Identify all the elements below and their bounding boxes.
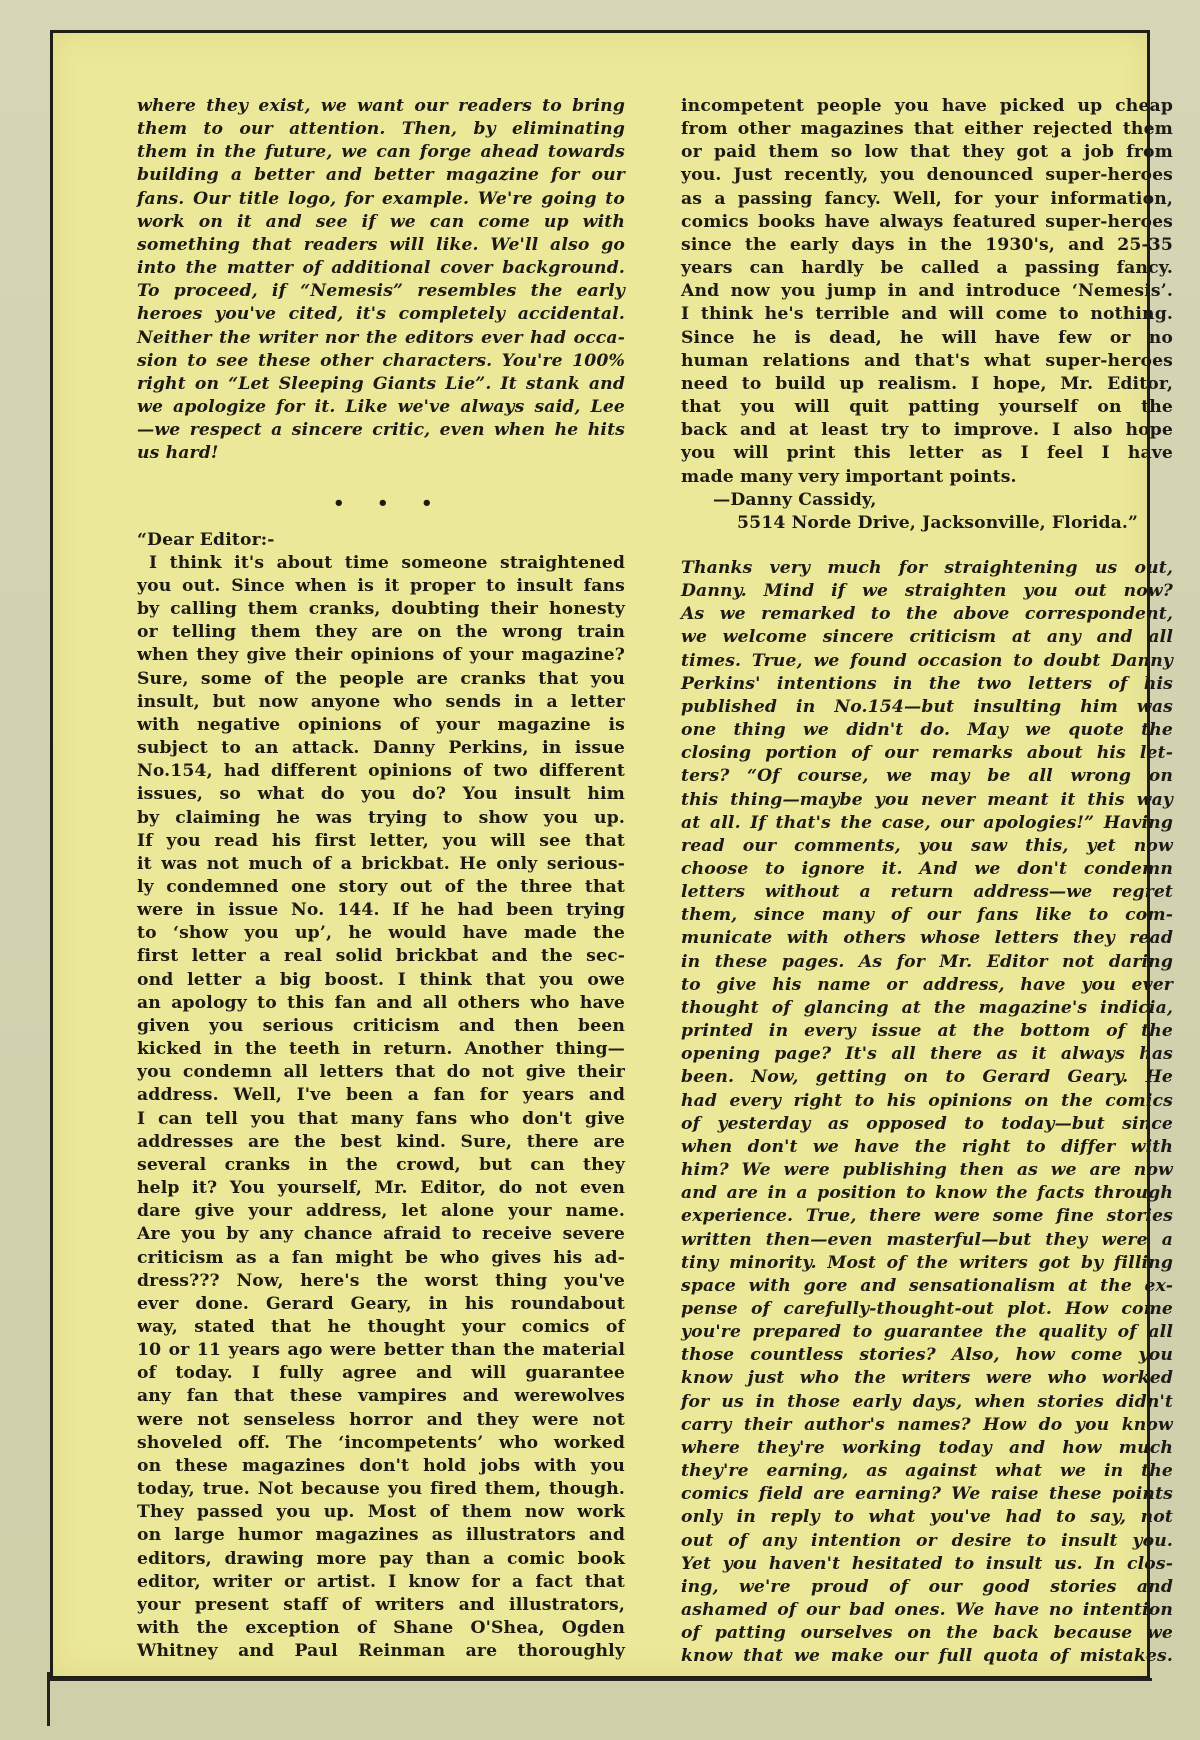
text-line: had every right to his opinions on the comics <box>681 1090 1173 1111</box>
text-line: addresses are the best kind. Sure, there are <box>137 1131 625 1152</box>
text-line: of today. I fully agree and will guarantee <box>137 1363 625 1384</box>
text-line: choose to ignore it. And we don't condemn <box>681 859 1173 879</box>
text-line: as a passing fancy. Well, for your information, <box>681 188 1173 209</box>
text-line: of patting ourselves on the back because we <box>681 1623 1173 1644</box>
text-line: we apologize for it. Like we've always said, Lee <box>137 397 625 418</box>
text-line: those countless stories? Also, how come you <box>681 1345 1173 1366</box>
right-column <box>681 95 1173 1668</box>
text-line: ond letter a big boost. I think that you owe <box>137 969 625 990</box>
text-line: that you will quit patting yourself on the <box>681 397 1173 418</box>
text-line: criticism as a fan might be who gives his ad- <box>137 1247 625 1268</box>
text-line: when don't we have the right to differ with <box>681 1136 1173 1157</box>
text-line: into the matter of additional cover background. <box>137 258 625 279</box>
text-line: today, true. Not because you fired them, though. <box>137 1479 625 1500</box>
text-line: know just who the writers were who worked <box>681 1368 1173 1389</box>
text-line: published in No.154—but insulting him was <box>681 696 1173 717</box>
text-line: Perkins' intentions in the two letters of his <box>681 673 1173 694</box>
text-line: or telling them they are on the wrong train <box>137 622 625 643</box>
text-line: to give his name or address, have you ever <box>681 974 1173 995</box>
text-line: with negative opinions of your magazine is <box>137 714 625 735</box>
paragraph-gap <box>681 535 1173 557</box>
text-line: sion to see these other characters. You're 100% <box>137 350 625 371</box>
letters-frame <box>50 30 1173 1679</box>
text-line: —we respect a sincere critic, even when he hits <box>137 420 625 441</box>
text-line: in these pages. As for Mr. Editor not daring <box>681 951 1173 972</box>
text-line: on these magazines don't hold jobs with you <box>137 1455 625 1476</box>
text-line: of yesterday as opposed to today—but since <box>681 1113 1173 1134</box>
text-line: you out. Since when is it proper to insult fans <box>137 575 625 596</box>
text-line: were in issue No. 144. If he had been trying <box>137 900 625 921</box>
text-line: I can tell you that many fans who don't give <box>137 1108 625 1129</box>
text-line: where they exist, we want our readers to bring <box>137 96 625 116</box>
editor-reply <box>681 557 1173 1669</box>
text-line: Neither the writer nor the editors ever had occa- <box>137 327 625 348</box>
text-line: your present staff of writers and illustrators, <box>137 1594 625 1615</box>
text-line: comics books have always featured super-heroes <box>681 211 1173 232</box>
letter-signature-name: —Danny Cassidy, <box>713 489 877 510</box>
bottom-rule <box>48 1678 1152 1681</box>
text-line: on large humor magazines as illustrators and <box>137 1525 625 1546</box>
text-line: you will print this letter as I feel I have <box>681 443 1173 464</box>
text-line: right on “Let Sleeping Giants Lie”. It stank and <box>137 373 625 394</box>
text-line: since the early days in the 1930's, and 25-35 <box>681 234 1173 255</box>
text-line: you. Just recently, you denounced super-heroes <box>681 165 1173 186</box>
text-line: given you serious criticism and then been <box>137 1015 625 1036</box>
text-line: back and at least try to improve. I also hope <box>681 420 1173 441</box>
text-line: by calling them cranks, doubting their honesty <box>137 599 625 620</box>
text-line: you're prepared to guarantee the quality of all <box>681 1322 1173 1343</box>
left-rule <box>47 1672 50 1726</box>
text-line: carry their author's names? How do you know <box>681 1414 1173 1435</box>
text-line: us hard! <box>137 443 219 464</box>
text-line: Whitney and Paul Reinman are thoroughly <box>137 1641 625 1662</box>
separator-dot: • <box>333 492 345 514</box>
text-line: As we remarked to the above correspondent, <box>681 604 1173 625</box>
text-line: ters? “Of course, we may be all wrong on <box>681 766 1173 787</box>
text-line: address. Well, I've been a fan for years and <box>137 1085 625 1106</box>
text-line: And now you jump in and introduce ‘Nemesis’. <box>681 281 1173 302</box>
text-line: them, since many of our fans like to com- <box>681 905 1173 926</box>
text-line: thought of glancing at the magazine's indicia, <box>681 997 1173 1018</box>
text-line: incompetent people you have picked up cheap <box>681 96 1173 116</box>
text-line: heroes you've cited, it's completely accidental. <box>137 304 625 325</box>
text-line: several cranks in the crowd, but can they <box>137 1154 625 1175</box>
text-line: or paid them so low that they got a job from <box>681 142 1173 163</box>
section-separator <box>137 492 625 515</box>
letter-salutation: “Dear Editor:- <box>137 529 275 550</box>
editor-reply-continued <box>137 95 625 466</box>
separator-dot: • <box>421 492 433 514</box>
text-line: were not senseless horror and they were not <box>137 1409 625 1430</box>
text-line: If you read his first letter, you will see that <box>137 830 625 851</box>
text-line: an apology to this fan and all others who have <box>137 992 625 1013</box>
text-line: comics field are earning? We raise these points <box>681 1484 1173 1505</box>
text-line: them to our attention. Then, by eliminating <box>137 119 625 140</box>
text-line: I think he's terrible and will come to nothing. <box>681 304 1173 325</box>
text-line: Thanks very much for straightening us out, <box>681 557 1173 578</box>
text-line: experience. True, there were some fine stories <box>681 1206 1173 1227</box>
text-line: To proceed, if “Nemesis” resembles the early <box>137 281 625 302</box>
text-line: with the exception of Shane O'Shea, Ogden <box>137 1618 625 1638</box>
text-line: only in reply to what you've had to say, not <box>681 1507 1173 1528</box>
text-line: printed in every issue at the bottom of the <box>681 1021 1173 1042</box>
text-line: letters without a return address—we regret <box>681 882 1173 903</box>
text-line: editors, drawing more pay than a comic book <box>137 1548 625 1569</box>
text-line: we welcome sincere criticism at any and all <box>681 627 1173 648</box>
text-line: Are you by any chance afraid to receive severe <box>137 1224 625 1245</box>
left-column <box>137 95 625 1663</box>
text-line: one thing we didn't do. May we quote the <box>681 720 1173 741</box>
reader-letter-part-1 <box>137 552 625 1664</box>
text-line: something that readers will like. We'll also go <box>137 234 625 255</box>
reader-letter-part-2 <box>681 95 1173 489</box>
text-line: opening page? It's all there as it always has <box>681 1044 1173 1065</box>
text-line: shoveled off. The ‘incompetents’ who worked <box>137 1432 625 1453</box>
text-line: insult, but now anyone who sends in a letter <box>137 691 625 712</box>
text-line: times. True, we found occasion to doubt Danny <box>681 650 1173 671</box>
text-line: building a better and better magazine for our <box>137 165 625 186</box>
text-line: issues, so what do you do? You insult him <box>137 784 625 805</box>
text-line: it was not much of a brickbat. He only serious- <box>137 853 625 874</box>
text-line: closing portion of our remarks about his let- <box>681 743 1173 764</box>
text-line: any fan that these vampires and werewolves <box>137 1386 625 1407</box>
letter-signature-address: 5514 Norde Drive, Jacksonville, Florida.” <box>737 512 1139 533</box>
text-line: first letter a real solid brickbat and the sec- <box>137 946 625 967</box>
text-line: fans. Our title logo, for example. We're going to <box>137 188 625 209</box>
text-line: I think it's about time someone straightened <box>149 552 625 573</box>
text-line: help it? You yourself, Mr. Editor, do not even <box>137 1178 625 1199</box>
separator-dot: • <box>377 492 389 514</box>
text-line: ashamed of our bad ones. We have no intention <box>681 1600 1173 1620</box>
text-line: need to build up realism. I hope, Mr. Editor, <box>681 373 1173 394</box>
text-line: human relations and that's what super-heroes <box>681 350 1173 371</box>
text-line: editor, writer or artist. I know for a fact that <box>137 1571 625 1592</box>
text-line: and are in a position to know the facts through <box>681 1183 1173 1204</box>
text-line: to ‘show you up’, he would have made the <box>137 923 625 944</box>
text-line: tiny minority. Most of the writers got by filling <box>681 1252 1173 1273</box>
text-line: kicked in the teeth in return. Another thing— <box>137 1039 625 1060</box>
text-line: they're earning, as against what we in the <box>681 1461 1173 1482</box>
text-line: Yet you haven't hesitated to insult us. In clos- <box>681 1553 1173 1574</box>
text-line: Since he is dead, he will have few or no <box>681 327 1173 348</box>
text-line: made many very important points. <box>681 466 1017 487</box>
text-line: 10 or 11 years ago were better than the material <box>137 1340 625 1361</box>
text-line: years can hardly be called a passing fancy. <box>681 258 1173 279</box>
text-line: this thing—maybe you never meant it this way <box>681 789 1173 810</box>
text-line: way, stated that he thought your comics of <box>137 1316 625 1337</box>
text-line: dress??? Now, here's the worst thing you've <box>137 1270 625 1291</box>
text-line: him? We were publishing then as we are now <box>681 1160 1173 1181</box>
text-line: No.154, had different opinions of two different <box>137 761 625 782</box>
text-line: read our comments, you saw this, yet now <box>681 835 1173 856</box>
text-line: dare give your address, let alone your name. <box>137 1201 625 1222</box>
text-line: pense of carefully-thought-out plot. How come <box>681 1298 1173 1319</box>
text-line: ever done. Gerard Geary, in his roundabout <box>137 1293 625 1314</box>
text-line: ing, we're proud of our good stories and <box>681 1576 1173 1597</box>
text-line: been. Now, getting on to Gerard Geary. He <box>681 1067 1173 1088</box>
text-line: out of any intention or desire to insult you. <box>681 1530 1173 1551</box>
text-line: from other magazines that either rejected them <box>681 119 1173 140</box>
text-line: ly condemned one story out of the three that <box>137 877 625 897</box>
text-line: Danny. Mind if we straighten you out now? <box>681 581 1173 602</box>
text-line: when they give their opinions of your magazine? <box>137 645 625 666</box>
text-line: at all. If that's the case, our apologies!” Having <box>681 812 1173 833</box>
text-line: Sure, some of the people are cranks that you <box>137 668 625 689</box>
text-line: you condemn all letters that do not give their <box>137 1062 625 1083</box>
text-line: where they're working today and how much <box>681 1437 1173 1458</box>
text-line: by claiming he was trying to show you up. <box>137 807 625 828</box>
text-line: space with gore and sensationalism at the ex- <box>681 1275 1173 1296</box>
text-line: for us in those early days, when stories didn't <box>681 1391 1173 1412</box>
text-line: them in the future, we can forge ahead towards <box>137 142 625 163</box>
text-line: subject to an attack. Danny Perkins, in issue <box>137 738 625 759</box>
text-line: municate with others whose letters they read <box>681 928 1173 949</box>
text-line: They passed you up. Most of them now work <box>137 1502 625 1523</box>
text-line: written then—even masterful—but they were a <box>681 1229 1173 1250</box>
text-line: work on it and see if we can come up with <box>137 211 625 232</box>
text-line: know that we make our full quota of mistakes. <box>681 1646 1173 1667</box>
